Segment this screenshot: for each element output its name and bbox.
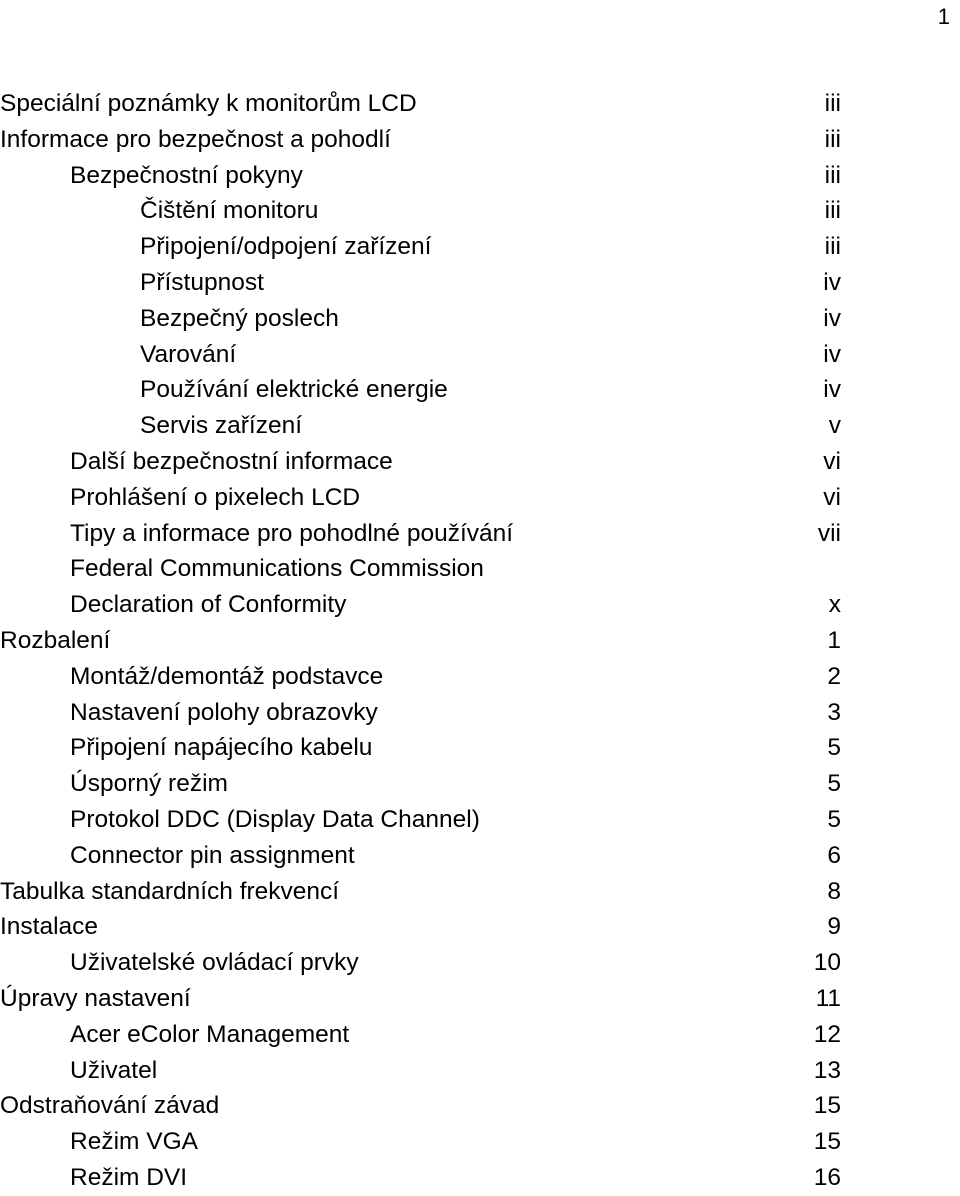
toc-entry-title: Uživatelské ovládací prvky	[70, 949, 359, 977]
toc-entry[interactable]	[0, 408, 845, 444]
toc-entry-title: Acer eColor Management	[70, 1020, 350, 1048]
toc-entry[interactable]	[0, 265, 845, 301]
toc-entry-title: Úsporný režim	[70, 770, 228, 798]
toc-entry-title: Používání elektrické energie	[140, 376, 448, 404]
toc-entry-title: Prohlášení o pixelech LCD	[70, 483, 361, 511]
toc-entry-title: Bezpečnostní pokyny	[70, 161, 303, 189]
toc-entry-title: Připojení/odpojení zařízení	[140, 233, 432, 261]
toc-entry-title: Connector pin assignment	[70, 841, 355, 869]
toc-entry[interactable]	[0, 695, 845, 731]
toc-entry[interactable]	[0, 981, 845, 1017]
toc-entry-title: Rozbalení	[0, 626, 111, 654]
toc-entry-title: Bezpečný poslech	[140, 304, 339, 332]
toc-entry[interactable]	[0, 122, 845, 158]
toc-entry-page-number: 9	[827, 913, 841, 941]
toc-entry[interactable]	[0, 1053, 845, 1089]
toc-entry-page-number: iii	[824, 161, 841, 189]
toc-entry-title: Protokol DDC (Display Data Channel)	[70, 805, 480, 833]
toc-entry-title: Odstraňování závad	[0, 1092, 220, 1120]
toc-entry[interactable]	[0, 623, 845, 659]
toc-entry[interactable]	[0, 587, 845, 623]
toc-entry[interactable]	[0, 372, 845, 408]
toc-entry[interactable]	[0, 730, 845, 766]
toc-entry-page-number: 10	[813, 949, 841, 977]
toc-entry[interactable]	[0, 1160, 845, 1196]
toc-entry[interactable]	[0, 301, 845, 337]
toc-entry-page-number: 6	[827, 841, 841, 869]
toc-entry-title: Režim VGA	[70, 1128, 198, 1156]
toc-entry[interactable]	[0, 874, 845, 910]
toc-entry-page-number: iv	[823, 268, 841, 296]
toc-entry-page-number: iii	[824, 125, 841, 153]
toc-entry-title: Instalace	[0, 913, 99, 941]
toc-entry-page-number: 1	[827, 626, 841, 654]
toc-entry-title: Režim DVI	[70, 1163, 188, 1191]
toc-entry-title: Tipy a informace pro pohodlné používání	[70, 519, 514, 547]
toc-entry[interactable]	[0, 551, 845, 587]
page-number: 1	[937, 4, 950, 29]
toc-entry-page-number: iv	[823, 340, 841, 368]
toc-entry[interactable]	[0, 838, 845, 874]
toc-entry-page-number: x	[828, 591, 841, 619]
toc-entry-page-number: 15	[813, 1128, 841, 1156]
toc-entry-page-number: v	[828, 412, 841, 440]
toc-entry-page-number: iii	[824, 233, 841, 261]
toc-entry[interactable]	[0, 193, 845, 229]
toc-entry-page-number: vi	[823, 447, 841, 475]
toc-entry[interactable]	[0, 444, 845, 480]
toc-entry-page-number: iv	[823, 376, 841, 404]
toc-entry-page-number: 5	[827, 734, 841, 762]
toc-entry[interactable]	[0, 1124, 845, 1160]
toc-entry-page-number: 15	[813, 1092, 841, 1120]
toc-entry-title: Declaration of Conformity	[70, 591, 347, 619]
toc-entry-page-number: 12	[813, 1020, 841, 1048]
toc-entry[interactable]	[0, 337, 845, 373]
toc-entry[interactable]	[0, 1017, 845, 1053]
toc-entry[interactable]	[0, 158, 845, 194]
toc-entry-title: Úpravy nastavení	[0, 984, 191, 1012]
toc-entry[interactable]	[0, 86, 845, 122]
toc-entry[interactable]	[0, 516, 845, 552]
toc-entry-title: Montáž/demontáž podstavce	[70, 662, 384, 690]
toc-entry-title: Informace pro bezpečnost a pohodlí	[0, 125, 391, 153]
toc-entry[interactable]	[0, 480, 845, 516]
toc-entry[interactable]	[0, 1088, 845, 1124]
toc-entry-page-number: iii	[824, 197, 841, 225]
toc-entry-page-number: 13	[813, 1056, 841, 1084]
toc-entry-title: Speciální poznámky k monitorům LCD	[0, 90, 417, 117]
toc-entry-title: Nastavení polohy obrazovky	[70, 698, 378, 726]
table-of-contents	[0, 86, 845, 1196]
toc-entry[interactable]	[0, 229, 845, 265]
toc-entry-title: Přístupnost	[140, 268, 264, 296]
toc-entry-page-number: 5	[827, 805, 841, 833]
toc-entry-page-number: 11	[815, 984, 841, 1012]
toc-entry-page-number: 5	[827, 770, 841, 798]
toc-entry[interactable]	[0, 945, 845, 981]
toc-entry-page-number: iv	[823, 304, 841, 332]
toc-entry-page-number: vi	[823, 483, 841, 511]
toc-entry[interactable]	[0, 659, 845, 695]
toc-entry-title: Varování	[140, 340, 237, 368]
toc-entry[interactable]	[0, 909, 845, 945]
toc-entry-title: Federal Communications Commission	[70, 555, 484, 583]
toc-entry-title: Tabulka standardních frekvencí	[0, 877, 340, 905]
toc-entry-title: Další bezpečnostní informace	[70, 447, 393, 475]
toc-entry-page-number: 2	[827, 662, 841, 690]
toc-entry-page-number: iii	[824, 90, 841, 117]
toc-entry-page-number: 3	[827, 698, 841, 726]
toc-entry-title: Čištění monitoru	[140, 197, 319, 225]
toc-entry-page-number: 8	[827, 877, 841, 905]
toc-entry-page-number: 16	[813, 1163, 841, 1191]
toc-entry[interactable]	[0, 766, 845, 802]
toc-entry[interactable]	[0, 802, 845, 838]
toc-entry-title: Připojení napájecího kabelu	[70, 734, 373, 762]
toc-entry-title: Servis zařízení	[140, 412, 303, 440]
toc-entry-page-number: vii	[817, 519, 841, 547]
toc-entry-title: Uživatel	[70, 1056, 158, 1084]
